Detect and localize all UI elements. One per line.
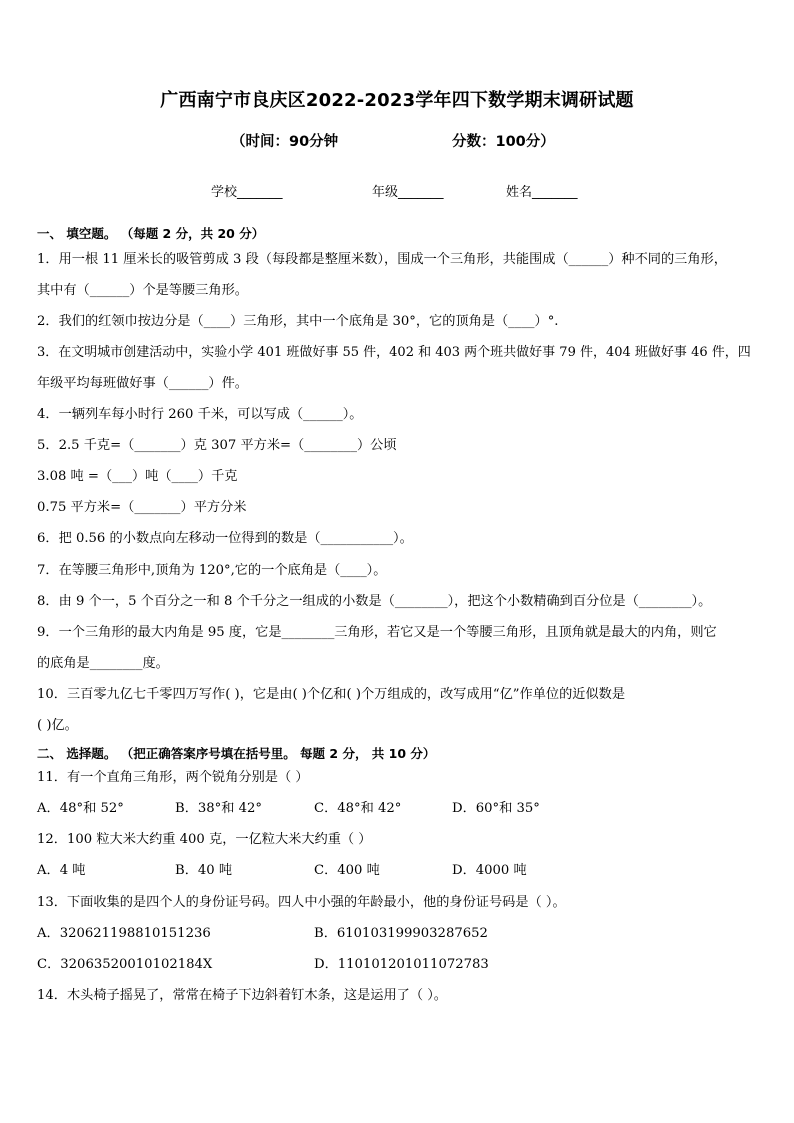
question-13-stem: 13．下面收集的是四个人的身份证号码。四人中小强的年龄最小，他的身份证号码是（ ）。: [37, 895, 566, 910]
option-a: A．4 吨: [37, 863, 86, 878]
question-line: 4．一辆列车每小时行 260 千米，可以写成（______）。: [37, 407, 363, 422]
question-line: 1．用一根 11 厘米长的吸管剪成 3 段（每段都是整厘米数），围成一个三角形，共能围成（______）种不同的三角形，: [37, 252, 727, 267]
question-line: 9．一个三角形的最大内角是 95 度，它是________三角形，若它又是一个等腰三角形，且顶角就是最大的内角，则它: [37, 625, 717, 640]
section-heading-fill-blank: 一、 填空题。 （每题 2 分，共 20 分）: [37, 226, 265, 241]
question-line: 7．在等腰三角形中,顶角为 120°,它的一个底角是（____）。: [37, 563, 387, 578]
question-line: 0.75 平方米=（_______）平方分米: [37, 500, 247, 515]
option-d: D．4000 吨: [452, 863, 527, 878]
question-line: 的底角是________度。: [37, 656, 169, 671]
option-a: A．48°和 52°: [37, 801, 124, 816]
question-line: 10．三百零九亿七千零四万写作( )，它是由( )个亿和( )个万组成的，改写成用“亿”作单位的近似数是: [37, 687, 626, 702]
exam-score: 分数：100分）: [452, 134, 555, 150]
option-b: B．610103199903287652: [314, 926, 488, 941]
question-12-stem: 12．100 粒大米大约重 400 克，一亿粒大米大约重（ ）: [37, 832, 372, 847]
question-line: 3.08 吨 =（___）吨（____）千克: [37, 469, 238, 484]
option-b: B．38°和 42°: [175, 801, 263, 816]
option-a: A．320621198810151236: [37, 926, 211, 941]
exam-time: （时间：90分钟: [231, 134, 339, 150]
option-d: D．60°和 35°: [452, 801, 540, 816]
question-line: 5．2.5 千克=（_______）克 307 平方米=（________）公顷: [37, 438, 397, 453]
grade-field: 年级_______: [372, 185, 444, 200]
question-line: 6．把 0.56 的小数点向左移动一位得到的数是（___________）。: [37, 531, 413, 546]
section-heading-choice: 二、 选择题。 （把正确答案序号填在括号里。 每题 2 分， 共 10 分）: [37, 746, 436, 761]
question-line: 3．在文明城市创建活动中，实验小学 401 班做好事 55 件，402 和 403 两个班共做好事 79 件，404 班做好事 46 件，四: [37, 345, 751, 360]
name-field: 姓名_______: [506, 185, 578, 200]
question-line: 年级平均每班做好事（______）件。: [37, 376, 248, 391]
school-field: 学校_______: [211, 185, 283, 200]
question-line: 其中有（______）个是等腰三角形。: [37, 283, 248, 298]
option-d: D．110101201011072783: [314, 957, 489, 972]
option-b: B．40 吨: [175, 863, 233, 878]
question-11-stem: 11．有一个直角三角形，两个锐角分别是（ ）: [37, 770, 309, 785]
option-c: C．48°和 42°: [314, 801, 402, 816]
question-line: 2．我们的红领巾按边分是（____）三角形，其中一个底角是 30°，它的顶角是（____）°.: [37, 314, 559, 329]
option-c: C．32063520010102184X: [37, 957, 213, 972]
question-line: 8．由 9 个一，5 个百分之一和 8 个千分之一组成的小数是（________），把这个小数精确到百分位是（________）。: [37, 594, 712, 609]
question-line: ( )亿。: [37, 718, 78, 733]
question-14-stem: 14．木头椅子摇晃了，常常在椅子下边斜着钉木条，这是运用了（ ）。: [37, 988, 447, 1003]
option-c: C．400 吨: [314, 863, 380, 878]
exam-title: 广西南宁市良庆区2022-2023学年四下数学期末调研试题: [160, 90, 634, 111]
